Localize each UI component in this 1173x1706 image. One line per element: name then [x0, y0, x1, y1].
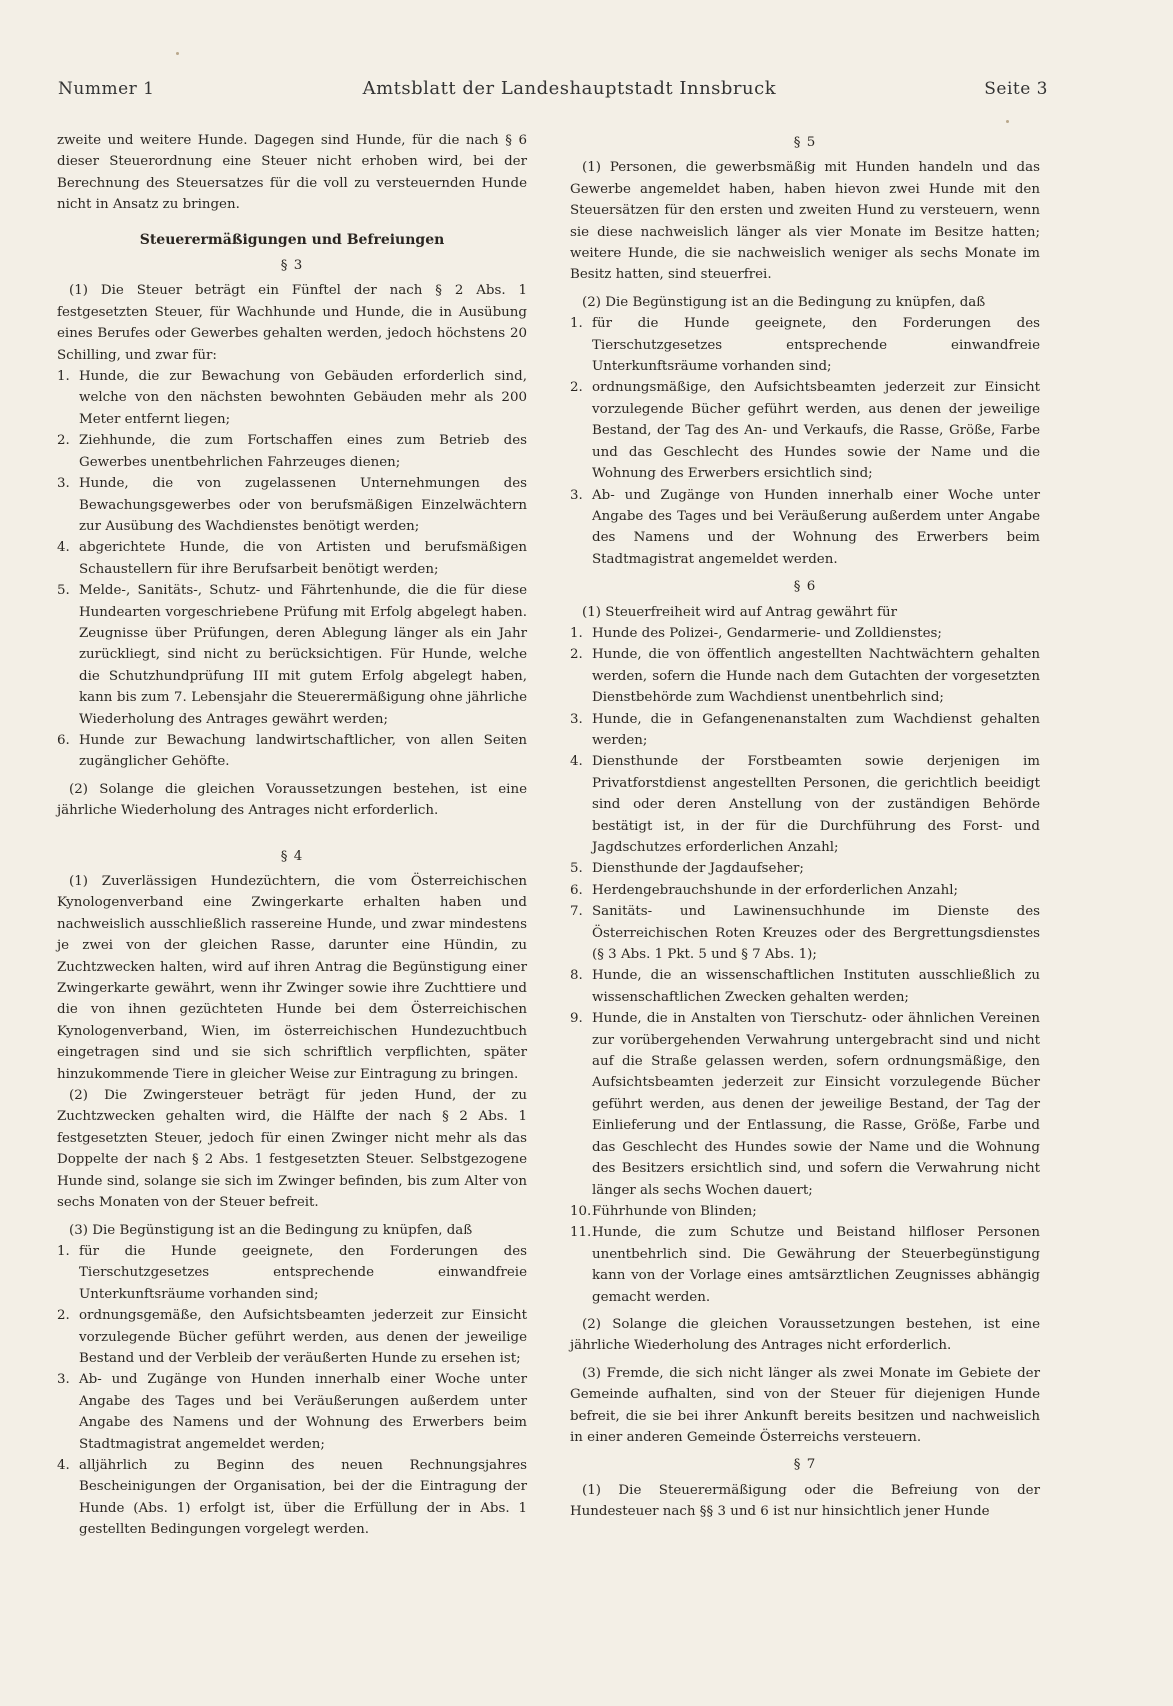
item-text: für die Hunde geeignete, den Forderungen des Tierschutzgesetzes entsprechende einwandfreie Unterkunftsräume vorhanden sind; — [592, 316, 1040, 375]
section-3-paragraph-1: (1) Die Steuer beträgt ein Fünftel der nach § 2 Abs. 1 festgesetzten Steuer, für Wachhunde und Hunde, die in Ausübung eines Berufes oder Gewerbes gehalten werden, jedoch höchstens 20 Schilling, und zwar für: — [57, 283, 527, 363]
item-text: ordnungsmäßige, den Aufsichtsbeamten jederzeit zur Einsicht vorzulegende Bücher geführt werden, aus denen der jeweilige Bestand, der Tag des An- und Verkaufs, die Rasse, Größe, Farbe und das Geschlecht des Hundes sowie der Name und die Wohnung des Erwerbers ersichtlich sind; — [592, 380, 1040, 482]
list-item — [570, 858, 1040, 879]
section-6-title: § 6 — [793, 579, 817, 595]
item-text: Diensthunde der Forstbeamten sowie derjenigen im Privatforstdienst angestellten Personen, die gerichtlich beeidigt sind oder deren Anstellung von der zuständigen Behörde bestätigt ist, in der für die Durchführung des Forst- und Jagdschutzes erforderlichen Anzahl; — [592, 754, 1040, 855]
section-4-title: § 4 — [280, 848, 304, 864]
section-3-list — [57, 366, 527, 773]
item-text: Hunde, die an wissenschaftlichen Instituten ausschließlich zu wissenschaftlichen Zwecken gehalten werden; — [592, 968, 1040, 1005]
list-item — [57, 430, 527, 473]
paper-speck — [176, 52, 179, 55]
section-4-paragraph-3: (3) Die Begünstigung ist an die Bedingung zu knüpfen, daß — [69, 1222, 473, 1238]
item-text: Hunde, die von öffentlich angestellten Nachtwächtern gehalten werden, sofern die Hunde nach dem Gutachten der vorgesetzten Dienstbehörde zum Wachdienst unentbehrlich sind; — [592, 647, 1040, 706]
item-number: 1. — [570, 316, 583, 332]
section-3-title: § 3 — [280, 258, 304, 274]
section-6-paragraph-2: (2) Solange die gleichen Voraussetzungen bestehen, ist eine jährliche Wiederholung des Antrages nicht erforderlich. — [570, 1316, 1040, 1354]
item-text: ordnungsgemäße, den Aufsichtsbeamten jederzeit zur Einsicht vorzulegende Bücher geführt werden, aus denen der jeweilige Bestand und der Verbleib der veräußerten Hunde zu ersehen ist; — [79, 1308, 527, 1366]
item-text: Hunde, die von zugelassenen Unternehmungen des Bewachungsgewerbes oder von berufsmäßigen Einzelwächtern zur Ausübung des Wachdienstes benötigt werden; — [79, 476, 527, 534]
section-4-paragraph-2: (2) Die Zwingersteuer beträgt für jeden Hund, der zu Zuchtzwecken gehalten wird, die Hälfte der nach § 2 Abs. 1 festgesetzten Steuer, jedoch für einen Zwinger nicht mehr als das Doppelte der nach § 2 Abs. 1 festgesetzten Steuer. Selbstgezogene Hunde sind, solange sie sich im Zwinger befinden, bis zum Alter von sechs Monaten von der Steuer befreit. — [57, 1088, 527, 1211]
item-text: Hunde, die in Anstalten von Tierschutz- oder ähnlichen Vereinen zur vorübergehenden Verwahrung untergebracht sind und nicht auf die Straße gelassen werden, sofern ordnungsmäßige, den Aufsichtsbeamten jederzeit zur Einsicht vorzulegende Bücher geführt werden, aus denen der jeweilige Bestand, der Tag der Einlieferung und der Entlassung, die Rasse, Größe, Farbe und das Geschlecht des Hundes sowie der Name und die Wohnung des Besitzers ersichtlich sind, und sofern die Verwahrung nicht länger als sechs Wochen dauert; — [592, 1011, 1040, 1198]
item-text: Ab- und Zugänge von Hunden innerhalb einer Woche unter Angabe des Tages und bei Veräußerungen außerdem unter Angabe des Namens und der Wohnung des Erwerbers beim Stadtmagistrat angemeldet werden; — [79, 1372, 527, 1452]
section-5-list — [570, 313, 1040, 570]
list-item — [57, 537, 527, 580]
section-6-paragraph-1: (1) Steuerfreiheit wird auf Antrag gewährt für — [582, 604, 898, 620]
section-6-list — [570, 623, 1040, 1308]
list-item — [57, 1305, 527, 1369]
section-6-paragraph-3: (3) Fremde, die sich nicht länger als zwei Monate im Gebiete der Gemeinde aufhalten, sind von der Steuer für diejenigen Hunde befreit, die sie bei ihrer Ankunft bereits besitzen und nachweislich in einer anderen Gemeinde Österreichs versteuern. — [570, 1365, 1040, 1445]
list-item — [570, 901, 1040, 965]
item-number: 3. — [570, 711, 583, 727]
item-number: 4. — [570, 754, 583, 770]
item-text: Sanitäts- und Lawinensuchhunde im Dienste des Österreichischen Roten Kreuzes oder des Bergrettungsdienstes (§ 3 Abs. 1 Pkt. 5 und § 7 Abs. 1); — [592, 904, 1040, 963]
list-item — [570, 313, 1040, 377]
issue-number: Nummer 1 — [58, 79, 155, 99]
list-item — [570, 377, 1040, 484]
item-text: abgerichtete Hunde, die von Artisten und berufsmäßigen Schaustellern für ihre Berufsarbeit benötigt werden; — [79, 540, 527, 577]
item-text: Melde-, Sanitäts-, Schutz- und Fährtenhunde, die die für diese Hundearten vorgeschriebene Prüfung mit Erfolg abgelegt haben. Zeugnisse über Prüfungen, deren Ablegung länger als ein Jahr zurückliegt, sind nicht zu berücksichtigen. Für Hunde, welche die Schutzhundprüfung III mit gutem Erfolg abgelegt haben, kann bis zum 7. Lebensjahr die Steuerermäßigung ohne jährliche Wiederholung des Antrages gewährt werden; — [79, 583, 527, 727]
list-item — [57, 1369, 527, 1455]
intro-paragraph: zweite und weitere Hunde. Dagegen sind Hunde, für die nach § 6 dieser Steuerordnung eine Steuer nicht erhoben wird, bei der Berechnung des Steuersatzes für die voll zu versteuernden Hunde nicht in Ansatz zu bringen. — [57, 133, 527, 213]
item-number: 2. — [570, 380, 583, 396]
list-item — [57, 1455, 527, 1541]
item-number: 3. — [570, 487, 583, 503]
item-text: Hunde, die in Gefangenenanstalten zum Wachdienst gehalten werden; — [592, 711, 1040, 748]
list-item — [570, 751, 1040, 858]
list-item — [570, 965, 1040, 1008]
item-number: 5. — [570, 861, 583, 877]
page-number: Seite 3 — [984, 79, 1048, 99]
item-number: 1. — [57, 1243, 70, 1259]
list-item — [570, 644, 1040, 708]
item-number: 4. — [57, 540, 70, 556]
list-item — [570, 709, 1040, 752]
page-header — [58, 78, 1048, 99]
item-number: 1. — [570, 625, 583, 641]
item-text: Hunde zur Bewachung landwirtschaftlicher, von allen Seiten zugänglicher Gehöfte. — [79, 732, 527, 770]
item-number: 4. — [57, 1457, 70, 1473]
item-number: 2. — [57, 433, 70, 449]
item-number: 11. — [570, 1225, 592, 1241]
item-number: 9. — [570, 1011, 583, 1027]
item-text: Herdengebrauchshunde in der erforderlichen Anzahl; — [592, 882, 959, 898]
item-number: 6. — [57, 732, 70, 748]
section-5-paragraph-2: (2) Die Begünstigung ist an die Bedingung zu knüpfen, daß — [582, 294, 986, 310]
list-item — [570, 485, 1040, 571]
list-item — [570, 880, 1040, 901]
item-number: 5. — [57, 583, 70, 599]
list-item — [57, 366, 527, 430]
item-number: 10. — [570, 1203, 592, 1219]
item-text: Hunde des Polizei-, Gendarmerie- und Zolldienstes; — [592, 625, 942, 641]
section-5-paragraph-1: (1) Personen, die gewerbsmäßig mit Hunden handeln und das Gewerbe angemeldet haben, haben hievon zwei Hunde mit den Steuersätzen für den ersten und zweiten Hund zu versteuern, wenn sie diese nachweislich länger als vier Monate im Besitze hatten; weitere Hunde, die sie nachweislich weniger als sechs Monate im Besitz hatten, sind steuerfrei. — [570, 160, 1040, 283]
section-5-title: § 5 — [793, 135, 817, 150]
item-number: 8. — [570, 968, 583, 984]
paper-speck — [1006, 120, 1009, 123]
item-number: 7. — [570, 904, 583, 920]
list-item — [570, 1201, 1040, 1222]
item-text: Hunde, die zum Schutze und Beistand hilfloser Personen unentbehrlich sind. Die Gewährung der Steuerbegünstigung kann von der Vorlage eines amtsärztlichen Zeugnisses abhängig gemacht werden. — [592, 1225, 1040, 1305]
item-text: Hunde, die zur Bewachung von Gebäuden erforderlich sind, welche von den nächsten bewohnten Gebäuden mehr als 200 Meter entfernt liegen; — [79, 369, 527, 427]
item-number: 3. — [57, 476, 70, 492]
list-item — [57, 730, 527, 773]
section-3-paragraph-2: (2) Solange die gleichen Voraussetzungen bestehen, ist eine jährliche Wiederholung des Antrages nicht erforderlich. — [57, 781, 527, 819]
right-column — [570, 130, 1040, 1523]
item-text: Führhunde von Blinden; — [592, 1203, 757, 1219]
item-text: Ziehhunde, die zum Fortschaffen eines zum Betrieb des Gewerbes unentbehrlichen Fahrzeuges dienen; — [79, 433, 527, 470]
item-text: Ab- und Zugänge von Hunden innerhalb einer Woche unter Angabe des Tages und bei Veräußerung außerdem unter Angabe des Namens und der Wohnung des Erwerbers beim Stadtmagistrat angemeldet werden. — [592, 487, 1040, 567]
item-number: 6. — [570, 882, 583, 898]
item-text: Diensthunde der Jagdaufseher; — [592, 861, 804, 877]
item-number: 1. — [57, 369, 70, 385]
item-number: 2. — [57, 1308, 70, 1324]
section-7-paragraph-1: (1) Die Steuerermäßigung oder die Befreiung von der Hundesteuer nach §§ 3 und 6 ist nur hinsichtlich jener Hunde — [570, 1482, 1040, 1520]
list-item — [57, 473, 527, 537]
section-4-paragraph-1: (1) Zuverlässigen Hundezüchtern, die vom Österreichischen Kynologenverband eine Zwingerkarte erhalten haben und nachweislich ausschließlich rassereine Hunde, und zwar mindestens je zwei von der gleichen Rasse, darunter eine Hündin, zu Zuchtzwecken halten, wird auf ihren Antrag die Begünstigung einer Zwingerkarte gewährt, wenn ihr Zwinger sowie ihre Zuchttiere und die von ihnen gezüchteten Hunde bei dem Österreichischen Kynologenverband, Wien, im österreichischen Hundezuchtbuch eingetragen sind und sie sich schriftlich verpflichten, später hinzukommende Tiere in gleicher Weise zur Eintragung zu bringen. — [57, 874, 527, 1082]
publication-title: Amtsblatt der Landeshauptstadt Innsbruck — [362, 78, 777, 99]
section-heading: Steuerermäßigungen und Befreiungen — [139, 231, 445, 248]
section-4-list — [57, 1241, 527, 1541]
item-number: 3. — [57, 1372, 70, 1388]
list-item — [570, 623, 1040, 644]
list-item — [57, 1241, 527, 1305]
section-7-title: § 7 — [793, 1457, 817, 1473]
item-text: für die Hunde geeignete, den Forderungen des Tierschutzgesetzes entsprechende einwandfreie Unterkunftsräume vorhanden sind; — [79, 1243, 527, 1302]
list-item — [57, 580, 527, 730]
list-item — [570, 1222, 1040, 1308]
left-column — [57, 130, 527, 1541]
item-number: 2. — [570, 647, 583, 663]
item-text: alljährlich zu Beginn des neuen Rechnungsjahres Bescheinigungen der Organisation, bei der die Eintragung der Hunde (Abs. 1) erfolgt ist, über die Erfüllung der in Abs. 1 gestellten Bedingungen vorgelegt werden. — [79, 1457, 527, 1538]
list-item — [570, 1008, 1040, 1201]
